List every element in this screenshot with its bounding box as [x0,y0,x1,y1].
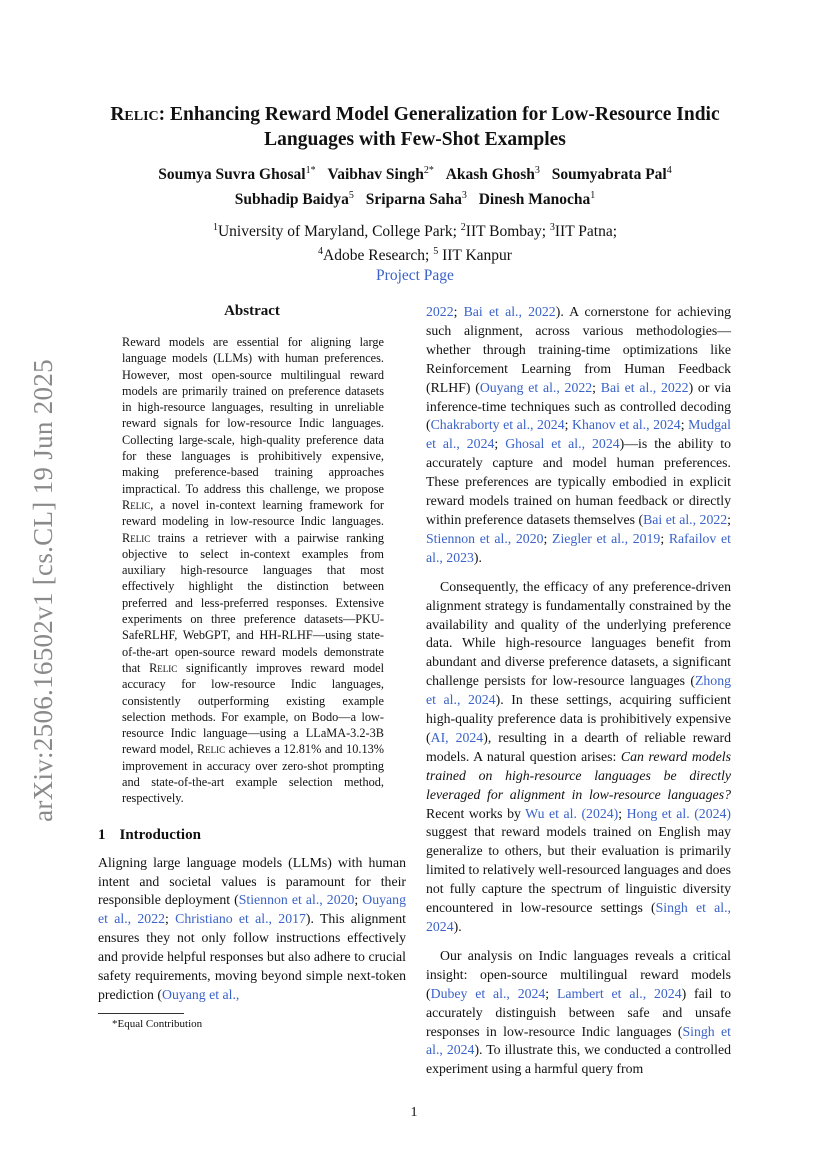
author: Vaibhav Singh$^{2*}$ [327,165,434,184]
right-column [426,303,731,1079]
citation-link[interactable]: AI, 2024 [430,729,484,745]
title-line-1-rest: : Enhancing Reward Model Generalization for Low-Resource Indic [158,104,720,125]
citation-link[interactable]: Stiennon et al., 2020 [238,892,355,908]
citation-link[interactable]: Bai et al., 2022 [600,379,689,395]
title-line-2: Languages with Few-Shot Examples [264,129,566,150]
project-page-link[interactable]: Project Page [376,267,454,285]
method-name: Relic [122,530,151,545]
citation-link[interactable]: Singh et al., 2024 [426,900,731,934]
citation-link[interactable]: Stiennon et al., 2020 [426,530,544,546]
title-method-name: Relic [110,104,159,125]
citation-link[interactable]: Rafailov et al., 2023 [426,530,731,565]
author: Soumyabrata Pal$^4$ [551,165,672,184]
section-heading-introduction [98,827,406,844]
citation-link[interactable]: Ouyang et al., 2022 [98,892,406,927]
citation-link[interactable]: Ouyang et al., 2022 [479,379,593,395]
citation-link[interactable]: Ouyang et al., [161,986,240,1002]
intro-paragraph-2: Consequently, the efficacy of any preference-driven alignment strategy is fundamentally constrained by the availability and quality of the underlying preference data. While high-resource languages benefit from abundant and diverse preference datasets, a significant challenge persists for low-resource languages (Zhong et al., 2024). In these settings, acquiring sufficient high-quality preference data is prohibitively expensive (AI, 2024), resulting in a dearth of reliable reward models. A natural question arises: Can reward models trained on high-resource languages be directly leveraged for alignment in low-resource languages? Recent works by Wu et al. (2024); Hong et al. (2024) suggest that reward models trained on English may generalize to others, but their evaluation is primarily limited to relatively well-resourced languages and does not fully capture the spectrum of linguistic diversity encountered in low-resource settings (Singh et al., 2024). [426,578,731,934]
author: Soumya Suvra Ghosal$^{1*}$ [158,165,316,184]
citation-link[interactable]: Wu et al. (2024) [525,805,619,821]
footnote-equal-contribution: *Equal Contribution [112,1017,203,1030]
abstract-heading: Abstract [224,303,280,319]
citation-link[interactable]: Dubey et al., 2024 [430,985,546,1001]
left-column [98,303,406,1030]
citation-link[interactable]: Christiano et al., 2017 [175,911,306,927]
author: Akash Ghosh$^3$ [445,165,540,184]
method-name: Relic [149,660,178,675]
citation-link[interactable]: Lambert et al., 2024 [556,985,682,1001]
citation-link[interactable]: Chakraborty et al., 2024 [430,417,565,433]
page-number: 1 [410,1105,418,1120]
arxiv-side-stamp [18,345,68,835]
author-row-2 [100,185,730,210]
citation-link[interactable]: Ghosal et al., 2024 [505,436,620,452]
abstract-body: Reward models are essential for aligning large language models (LLMs) with human preferences. However, most open-source multilingual reward models are primarily trained on preference datasets in high-resource languages, resulting in unreliable reward signals for low-resource Indic languages. Collecting large-scale, high-quality preference data for these languages is prohibitively expensive, making preference-based training approaches impractical. To address this challenge, we propose Relic, a novel in-context learning framework for reward modeling in low-resource Indic languages. Relic trains a retriever with a pairwise ranking objective to select in-context examples from auxiliary high-resource languages that most effectively highlight the distinction between preferred and less-preferred responses. Extensive experiments on three preference datasets—PKU-SafeRLHF, WebGPT, and HH-RLHF—using state-of-the-art open-source reward models demonstrate that Relic significantly improves reward model accuracy for low-resource Indic languages, consistently outperforming existing example selection methods. For example, on Bodo—a low-resource Indic language—using a LLaMA-3.2-3B reward model, Relic achieves a 12.81% and 10.13% improvement in accuracy over zero-shot prompting and state-of-the-art example selection method, respectively. [122,335,385,806]
arxiv-identifier: arXiv:2506.16502v1 [cs.CL] 19 Jun 2025 [27,358,58,822]
intro-paragraph-1: Aligning large language models (LLMs) with human intent and societal values is paramount for their responsible deployment (Stiennon et al., 2020; Ouyang et al., 2022; Christiano et al., 2017). This alignment ensures they not only follow instructions effectively and provide helpful responses but also adhere to crucial safety requirements, moving beyond simple next-token prediction (Ouyang et al., [98,854,406,1002]
section-number: 1 [98,826,106,843]
affiliations [100,218,730,286]
footnote-rule [98,1013,184,1014]
intro-paragraph-3: Our analysis on Indic languages reveals a critical insight: open-source multilingual reward models (Dubey et al., 2024; Lambert et al., 2024) fail to accurately distinguish between safe and unsafe responses in low-resource Indic languages (Singh et al., 2024). To illustrate this, we conducted a controlled experiment using a harmful query from [426,947,732,1077]
method-name: Relic [196,742,226,757]
author: Sriparna Saha$^3$ [365,190,467,209]
title-line-1 [100,102,730,127]
author-row-1 [100,160,730,185]
italic-question: Can reward models trained on high-resource languages be directly leveraged for alignment in low-resource languages? [426,748,731,802]
citation-link[interactable]: Khanov et al., 2024 [571,417,681,433]
author: Dinesh Manocha$^1$ [478,190,596,209]
paper-title [100,102,730,152]
section-title: Introduction [119,826,201,843]
author: Subhadip Baidya$^5$ [234,190,354,209]
author-list [100,160,730,210]
citation-link[interactable]: Hong et al. (2024) [626,805,731,821]
method-name: Relic [122,497,151,512]
citation-link[interactable]: Singh et al., 2024 [426,1023,732,1058]
citation-link[interactable]: 2022 [426,304,454,319]
citation-link[interactable]: Zhong et al., 2024 [426,673,731,708]
affiliation-line-2: $^4$Adobe Research; $^5$ IIT Kanpur [318,246,512,265]
citation-link[interactable]: Bai et al., 2022 [463,304,556,319]
citation-link[interactable]: Bai et al., 2022 [643,511,728,527]
affiliation-line-1: $^1$University of Maryland, College Park; $^2$IIT Bombay; $^3$IIT Patna; [212,222,618,241]
citation-link[interactable]: Mudgal et al., 2024 [426,417,731,452]
intro-paragraph-1-continued: 2022; Bai et al., 2022). A cornerstone for achieving such alignment, across various methodologies—whether through training-time optimizations like Reinforcement Learning from Human Feedback (RLHF) (Ouyang et al., 2022; Bai et al., 2022) or via inference-time techniques such as controlled decoding (Chakraborty et al., 2024; Khanov et al., 2024; Mudgal et al., 2024; Ghosal et al., 2024)—is the ability to accurately capture and model human preferences. These preferences are typically embodied in explicit reward models trained on human feedback or directly within preference datasets themselves (Bai et al., 2022; Stiennon et al., 2020; Ziegler et al., 2019; Rafailov et al., 2023). [426,304,732,565]
citation-link[interactable]: Ziegler et al., 2019 [552,530,661,546]
